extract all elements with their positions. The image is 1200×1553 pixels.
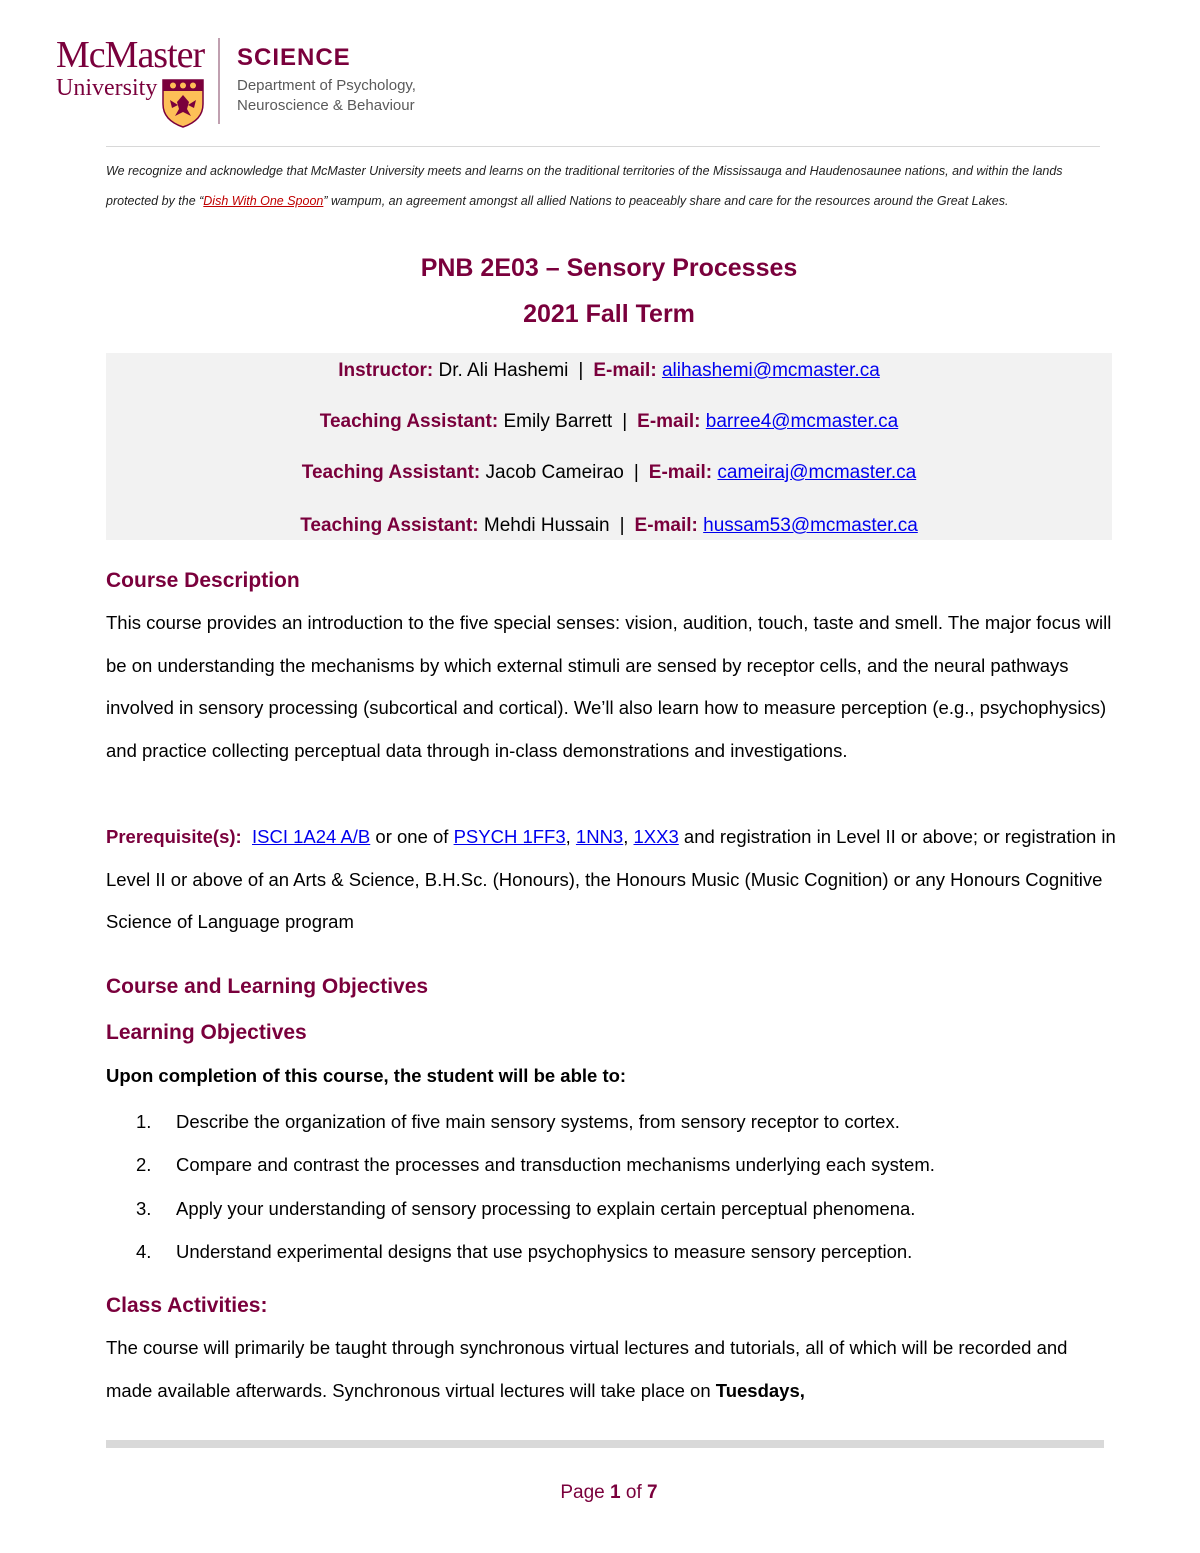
separator: |: [622, 411, 628, 432]
of-word: of: [625, 1482, 642, 1503]
contact-role: Teaching Assistant:: [319, 411, 499, 432]
objectives-intro: Upon completion of this course, the student will be able to:: [106, 1065, 627, 1086]
prerequisites: [106, 816, 1116, 944]
ack-text-1: We recognize and acknowledge that McMaster University meets and learns on the traditional territories of the Mississauga and Haudenosaunee nations, and within the lands protected by the “: [106, 164, 1063, 208]
class-activities-text: The course will primarily be taught through synchronous virtual lectures and tutorials, all of which will be recorded and made available afterwards. Synchronous virtual lectures will take place on: [106, 1337, 1068, 1401]
email-label: E-mail:: [593, 360, 657, 381]
list-number: 1.: [136, 1111, 152, 1132]
contact-role: Instructor:: [338, 360, 434, 381]
list-text: Apply your understanding of sensory processing to explain certain perceptual phenomena.: [176, 1197, 916, 1219]
contact-row: [106, 461, 1112, 485]
department-name: [237, 76, 416, 116]
course-term: 2021 Fall Term: [523, 300, 695, 328]
learning-objectives-subheading: Learning Objectives: [106, 1021, 307, 1044]
list-text: Compare and contrast the processes and transduction mechanisms underlying each system.: [176, 1154, 935, 1176]
list-item: [106, 1100, 1116, 1143]
page-word: Page: [560, 1482, 605, 1503]
contact-row: [106, 514, 1112, 538]
department-block: [237, 44, 416, 116]
list-text: Understand experimental designs that use psychophysics to measure sensory perception.: [176, 1240, 913, 1262]
class-activities-bold: Tuesdays,: [715, 1379, 805, 1401]
separator: |: [633, 462, 639, 483]
department-line2: Neuroscience & Behaviour: [237, 97, 415, 114]
contact-row: [106, 359, 1112, 383]
prereq-separator: ,: [565, 826, 576, 847]
objectives-list: [106, 1100, 1116, 1273]
email-link[interactable]: hussam53@mcmaster.ca: [703, 515, 918, 536]
page-footer: [0, 1482, 1200, 1504]
header-divider: [218, 38, 220, 124]
prereq-text: or one of: [370, 826, 454, 847]
prereq-link-isci[interactable]: ISCI 1A24 A/B: [252, 826, 371, 847]
prereq-text-end: and registration in Level II or above; or registration in Level II or above of an Arts & Science, B.H.Sc. (Honours), the Honours Music (Music Cognition) or any Honours Cognitive Science of Language program: [106, 826, 1116, 932]
separator: |: [578, 360, 584, 381]
prerequisites-label: Prerequisite(s):: [106, 826, 242, 847]
prereq-separator: ,: [623, 826, 634, 847]
email-label: E-mail:: [637, 411, 701, 432]
contacts-box: [106, 353, 1112, 540]
separator: |: [619, 515, 625, 536]
class-activities-heading: Class Activities:: [106, 1294, 268, 1317]
faculty-name: SCIENCE: [237, 44, 351, 71]
land-acknowledgement: [106, 156, 1100, 216]
contact-row: [106, 410, 1112, 434]
list-text: Describe the organization of five main sensory systems, from sensory receptor to cortex.: [176, 1111, 900, 1132]
ack-text-2: ” wampum, an agreement amongst all allied Nations to peaceably share and care for the resources around the Great Lakes.: [323, 194, 1009, 208]
email-link[interactable]: alihashemi@mcmaster.ca: [661, 360, 880, 381]
contact-name: Mehdi Hussain: [483, 515, 610, 536]
list-number: 4.: [136, 1240, 152, 1262]
course-title: PNB 2E03 – Sensory Processes: [420, 254, 798, 282]
footer-rule: [106, 1440, 1104, 1448]
contact-name: Emily Barrett: [503, 411, 613, 432]
list-item: [106, 1187, 1116, 1230]
prereq-link-psych-1ff3[interactable]: PSYCH 1FF3: [453, 826, 566, 847]
letterhead: [56, 36, 476, 126]
wordmark-line2: University: [56, 75, 158, 101]
page-number: 1: [610, 1482, 621, 1503]
header-rule: [106, 146, 1100, 147]
list-number: 2.: [136, 1154, 152, 1176]
prereq-link-1nn3[interactable]: 1NN3: [575, 826, 624, 847]
email-label: E-mail:: [634, 515, 698, 536]
list-item: [106, 1143, 1116, 1186]
contact-role: Teaching Assistant:: [301, 462, 481, 483]
page-total: 7: [647, 1482, 658, 1503]
wordmark-line1: McMaster: [56, 34, 205, 76]
contact-name: Jacob Cameirao: [485, 462, 624, 483]
list-item: [106, 1230, 1116, 1273]
objectives-heading: Course and Learning Objectives: [106, 975, 429, 998]
course-description-heading: Course Description: [106, 569, 300, 592]
email-link[interactable]: barree4@mcmaster.ca: [705, 411, 899, 432]
department-line1: Department of Psychology,: [237, 77, 416, 94]
email-label: E-mail:: [648, 462, 713, 483]
class-activities-body: [106, 1327, 1116, 1412]
university-crest-icon: [160, 78, 206, 128]
contact-role: Teaching Assistant:: [300, 515, 479, 536]
course-description-body: This course provides an introduction to the five special senses: vision, audition, touch, taste and smell. The major focus will be on understanding the mechanisms by which external stimuli are sensed by receptor cells, and the neural pathways involved in sensory processing (subcortical and cortical). We’ll also learn how to measure perception (e.g., psychophysics) and practice collecting perceptual data through in-class demonstrations and investigations.: [106, 612, 1112, 761]
dish-with-one-spoon-link[interactable]: Dish With One Spoon: [203, 194, 324, 208]
email-link[interactable]: cameiraj@mcmaster.ca: [717, 462, 917, 483]
list-number: 3.: [136, 1197, 152, 1219]
contact-name: Dr. Ali Hashemi: [438, 360, 569, 381]
prereq-link-1xx3[interactable]: 1XX3: [633, 826, 679, 847]
